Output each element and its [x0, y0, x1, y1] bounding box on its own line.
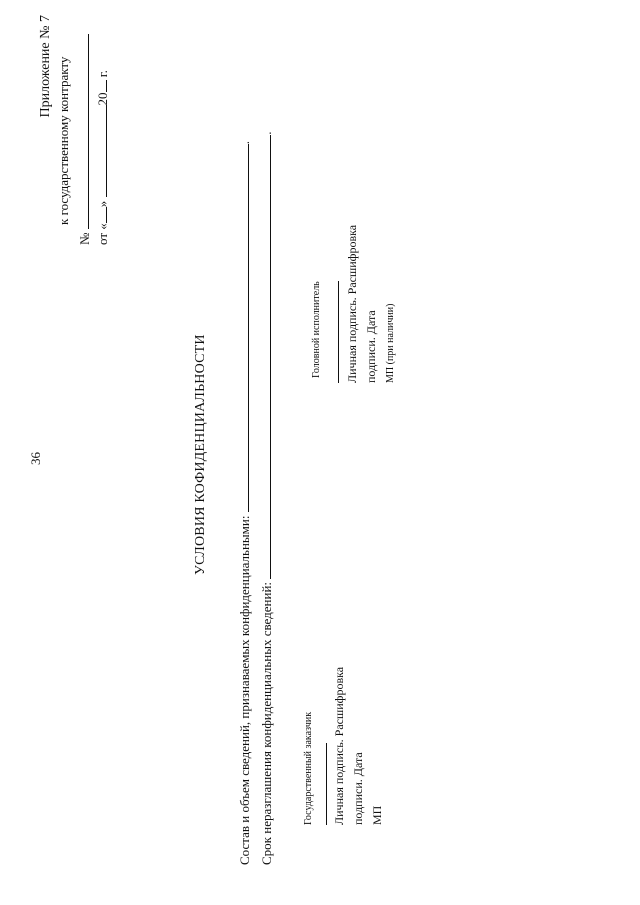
contractor-sig-caption-2: подписи. Дата [364, 310, 378, 383]
clause-term-blank [258, 135, 271, 579]
date-suffix: г. [95, 70, 110, 78]
clause-scope-blank [236, 144, 249, 512]
contract-number-prefix: № [77, 232, 92, 245]
date-day-blank [94, 207, 107, 223]
customer-label: Государственный заказчик [303, 711, 314, 825]
date-month-blank [94, 105, 107, 197]
date-year-blank [94, 80, 107, 92]
contract-number-blank [76, 34, 89, 229]
customer-signature-line [326, 743, 327, 825]
contractor-stamp-label: МП (при наличии) [385, 303, 396, 383]
customer-stamp-label: МП [370, 805, 384, 825]
date-year: 20 [95, 92, 110, 106]
contract-number-row [76, 34, 93, 245]
clause-term [258, 131, 275, 865]
date-mid: » [95, 200, 110, 208]
appendix-title: Приложение № 7 [38, 15, 53, 118]
contractor-signature-block [343, 225, 400, 383]
contractor-sig-caption-1: Личная подпись. Расшифровка [345, 224, 359, 383]
clause-term-text: Срок неразглашения конфиденциальных сведений: [259, 581, 274, 865]
clause-scope-end: . [237, 141, 252, 145]
customer-sig-caption-1: Личная подпись. Расшифровка [332, 666, 346, 825]
appendix-subtitle: к государственному контракту [56, 56, 71, 225]
clause-scope-text: Состав и объем сведений, признаваемых конфиденциальными: [237, 515, 252, 865]
customer-sig-caption-2: подписи. Дата [351, 752, 365, 825]
contractor-label: Головной исполнитель [311, 281, 322, 378]
document-title: УСЛОВИЯ КОФИДЕНЦИАЛЬНОСТИ [193, 334, 208, 575]
clause-scope [236, 141, 253, 865]
customer-signature-block [330, 667, 387, 825]
contract-date-row [94, 70, 111, 245]
date-prefix: от « [95, 223, 110, 245]
page-number: 36 [28, 452, 43, 465]
clause-term-end: . [259, 131, 274, 135]
contractor-signature-line [338, 281, 339, 383]
